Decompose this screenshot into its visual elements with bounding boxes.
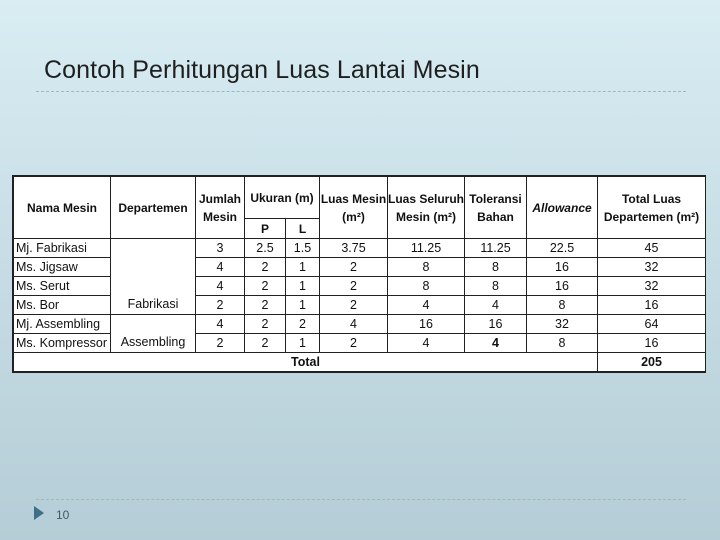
total-value: 205 [598, 352, 706, 371]
cell-toleransi: 4 [465, 296, 527, 315]
cell-toleransi: 8 [465, 277, 527, 296]
cell-l: 1 [286, 296, 320, 315]
cell-l: 1.5 [286, 239, 320, 258]
header-toleransi: Toleransi Bahan [465, 177, 527, 239]
cell-total: 32 [598, 258, 706, 277]
cell-jumlah: 3 [196, 239, 245, 258]
cell-total: 45 [598, 239, 706, 258]
cell-jumlah: 2 [196, 334, 245, 353]
cell-toleransi: 4 [465, 334, 527, 353]
cell-p: 2 [245, 334, 286, 353]
header-luas-seluruh: Luas Seluruh Mesin (m²) [388, 177, 465, 239]
cell-toleransi: 8 [465, 258, 527, 277]
header-nama-mesin: Nama Mesin [14, 177, 111, 239]
cell-jumlah: 4 [196, 277, 245, 296]
cell-p: 2 [245, 315, 286, 334]
header-p: P [245, 219, 286, 239]
cell-seluruh: 11.25 [388, 239, 465, 258]
cell-luas: 2 [320, 334, 388, 353]
slide-title: Contoh Perhitungan Luas Lantai Mesin [44, 56, 480, 84]
cell-l: 1 [286, 334, 320, 353]
cell-total: 16 [598, 334, 706, 353]
cell-total: 64 [598, 315, 706, 334]
cell-p: 2 [245, 296, 286, 315]
cell-total: 16 [598, 296, 706, 315]
cell-nama: Ms. Serut [14, 277, 111, 296]
cell-jumlah: 2 [196, 296, 245, 315]
cell-luas: 2 [320, 277, 388, 296]
machine-area-table [12, 175, 706, 373]
data-table [13, 176, 706, 372]
cell-nama: Ms. Kompressor [14, 334, 111, 353]
header-l: L [286, 219, 320, 239]
cell-toleransi: 16 [465, 315, 527, 334]
cell-allowance: 8 [527, 296, 598, 315]
cell-total: 32 [598, 277, 706, 296]
footer-divider [36, 499, 686, 500]
table-row [14, 239, 706, 258]
cell-l: 1 [286, 258, 320, 277]
cell-jumlah: 4 [196, 258, 245, 277]
cell-allowance: 32 [527, 315, 598, 334]
cell-seluruh: 8 [388, 258, 465, 277]
play-arrow-icon [34, 506, 44, 520]
cell-p: 2 [245, 258, 286, 277]
title-divider [36, 91, 686, 92]
cell-luas: 4 [320, 315, 388, 334]
cell-p: 2 [245, 277, 286, 296]
cell-luas: 2 [320, 296, 388, 315]
cell-nama: Mj. Assembling [14, 315, 111, 334]
cell-seluruh: 4 [388, 296, 465, 315]
cell-jumlah: 4 [196, 315, 245, 334]
cell-allowance: 22.5 [527, 239, 598, 258]
cell-l: 1 [286, 277, 320, 296]
total-row [14, 352, 706, 371]
cell-seluruh: 8 [388, 277, 465, 296]
cell-luas: 3.75 [320, 239, 388, 258]
cell-allowance: 16 [527, 258, 598, 277]
header-luas-mesin: Luas Mesin (m²) [320, 177, 388, 239]
cell-nama: Ms. Jigsaw [14, 258, 111, 277]
table-row [14, 315, 706, 334]
cell-luas: 2 [320, 258, 388, 277]
cell-nama: Ms. Bor [14, 296, 111, 315]
cell-seluruh: 16 [388, 315, 465, 334]
header-allowance: Allowance [527, 177, 598, 239]
cell-allowance: 16 [527, 277, 598, 296]
cell-seluruh: 4 [388, 334, 465, 353]
header-departemen: Departemen [111, 177, 196, 239]
header-ukuran: Ukuran (m) [245, 177, 320, 219]
cell-p: 2.5 [245, 239, 286, 258]
page-number: 10 [56, 508, 70, 522]
cell-departemen-fabrikasi: Fabrikasi [111, 239, 196, 315]
cell-nama: Mj. Fabrikasi [14, 239, 111, 258]
cell-departemen-assembling: Assembling [111, 315, 196, 353]
header-total-luas: Total Luas Departemen (m²) [598, 177, 706, 239]
cell-allowance: 8 [527, 334, 598, 353]
header-jumlah-mesin: Jumlah Mesin [196, 177, 245, 239]
total-label: Total [14, 352, 598, 371]
cell-toleransi: 11.25 [465, 239, 527, 258]
cell-l: 2 [286, 315, 320, 334]
